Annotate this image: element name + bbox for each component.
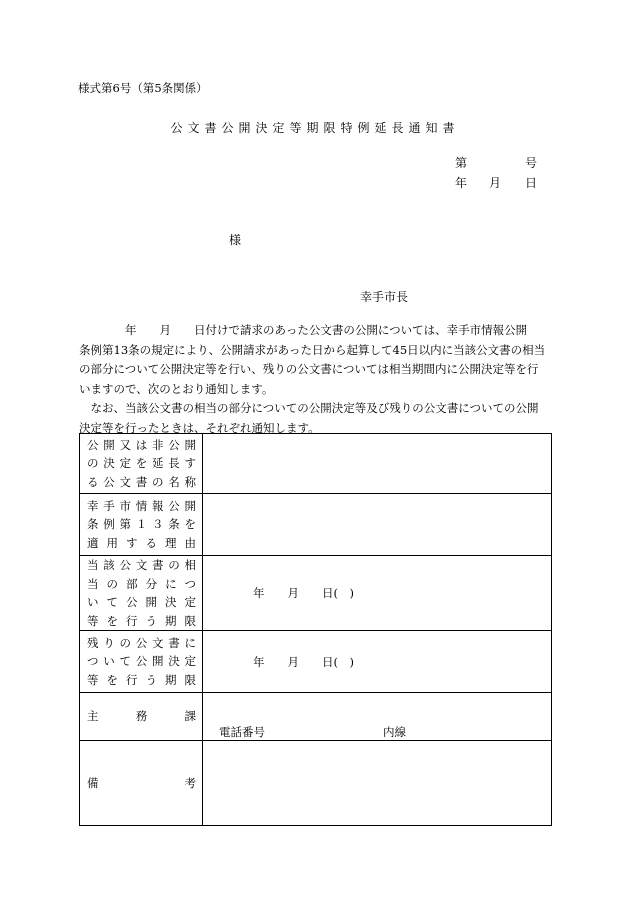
label-line: 当の部分につ	[87, 576, 196, 591]
label-line: いて公開決定	[87, 595, 196, 609]
table-row	[80, 494, 552, 556]
partial-deadline-value: 年 月 日( )	[253, 586, 354, 600]
label-line: 適用する理由	[87, 535, 196, 550]
issuer: 幸手市長	[360, 290, 409, 304]
label-line: 備考	[87, 775, 196, 790]
remaining-deadline-field[interactable]	[203, 631, 552, 693]
label-line: 等を行う期限	[87, 672, 196, 687]
document-name-field[interactable]	[203, 434, 552, 494]
label-cell	[80, 741, 203, 826]
form-number: 様式第6号（第5条関係）	[78, 81, 208, 95]
table-row	[80, 434, 552, 494]
body-line: 条例第13条の規定により、公開請求があった日から起算して45日以内に当該公文書の相当	[79, 342, 546, 357]
date-year: 年	[455, 176, 468, 190]
department-field[interactable]	[203, 693, 552, 741]
date-day: 日	[525, 176, 538, 190]
department-contact	[203, 693, 551, 740]
label-line: 残りの公文書に	[87, 635, 196, 650]
label-cell	[80, 693, 203, 741]
document-title: 公文書公開決定等期限特例延長通知書	[170, 121, 460, 135]
doc-number-prefix: 第	[455, 156, 468, 170]
label-cell	[80, 631, 203, 693]
label-line: 等を行う期限	[87, 613, 196, 628]
date-month: 月	[489, 176, 502, 190]
label-line: ついて公開決定	[87, 654, 196, 669]
extension-label: 内線	[383, 725, 406, 739]
label-cell	[80, 434, 203, 494]
notice-table	[79, 433, 552, 826]
addressee: 様	[229, 233, 242, 247]
remaining-deadline-value: 年 月 日( )	[253, 654, 354, 669]
label-cell	[80, 494, 203, 556]
body-text	[79, 321, 553, 438]
label-line: 公開又は非公開	[87, 437, 196, 452]
body-line: の部分について公開決定等を行い、残りの公文書については相当期間内に公開決定等を行	[79, 362, 539, 376]
table-row	[80, 693, 552, 741]
label-line: 当該公文書の相	[87, 558, 196, 572]
body-line: 決定等を行ったときは、それぞれ通知します。	[79, 420, 320, 435]
label-line: 幸手市情報公開	[87, 498, 196, 513]
body-line: いますので、次のとおり通知します。	[79, 381, 274, 396]
label-line: の決定を延長す	[87, 456, 196, 471]
partial-deadline-field[interactable]	[203, 556, 552, 631]
remarks-field[interactable]	[203, 741, 552, 826]
doc-number-suffix: 号	[525, 156, 538, 170]
paragraph-1	[79, 321, 553, 399]
label-line: 主務課	[87, 709, 196, 724]
body-line: 年 月 日付けで請求のあった公文書の公開については、幸手市情報公開	[79, 323, 528, 337]
body-line: なお、当該公文書の相当の部分についての公開決定等及び残りの公文書についての公開	[79, 401, 539, 415]
label-line: 条例第１３条を	[87, 517, 196, 532]
phone-label: 電話番号	[219, 725, 265, 739]
table-row	[80, 741, 552, 826]
table-row	[80, 631, 552, 693]
table-row	[80, 556, 552, 631]
label-cell	[80, 556, 203, 631]
reason-field[interactable]	[203, 494, 552, 556]
label-line: る公文書の名称	[87, 474, 196, 489]
